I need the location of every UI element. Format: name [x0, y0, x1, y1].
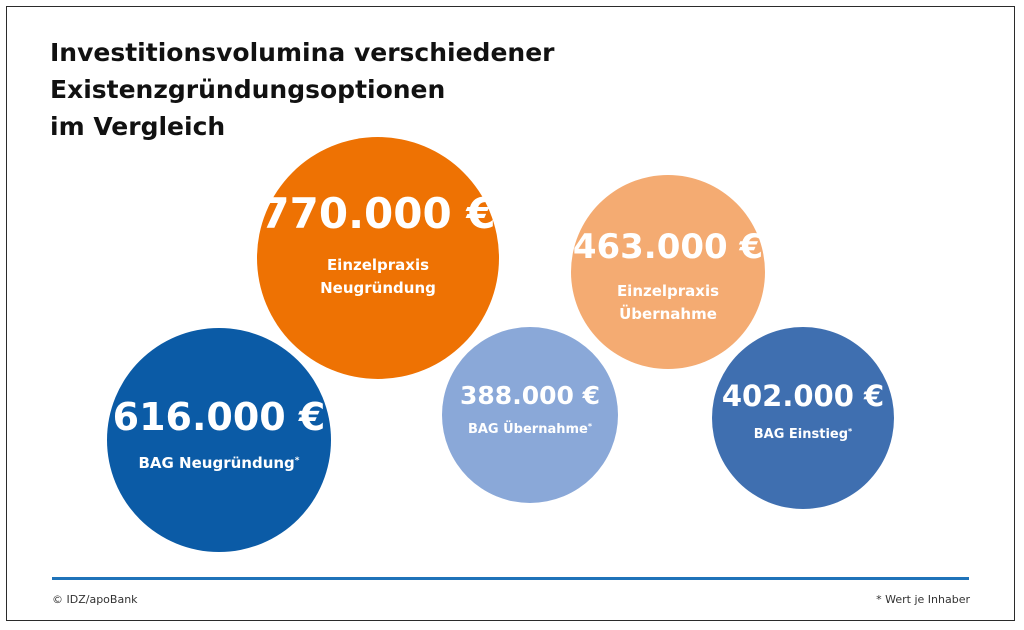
bubble-0 — [257, 137, 499, 379]
bubble-value-label: 616.000 € — [112, 395, 326, 439]
bubble-category-label: Einzelpraxis — [326, 256, 430, 274]
footnote-mark: * — [294, 456, 300, 466]
bubble-value-label: 388.000 € — [460, 381, 600, 410]
title-line-2: im Vergleich — [50, 112, 226, 141]
bubble-1 — [107, 328, 331, 552]
footer-rule — [52, 577, 969, 580]
footnote-mark: * — [848, 426, 853, 436]
footnote: * Wert je Inhaber — [876, 593, 970, 606]
bubble-circle — [442, 327, 618, 503]
footnote-mark: * — [587, 421, 593, 431]
source-note: © IDZ/apoBank — [52, 593, 138, 606]
bubble-value-label: 402.000 € — [721, 379, 885, 413]
bubble-4 — [712, 327, 894, 509]
bubble-value-label: 463.000 € — [572, 227, 764, 267]
bubble-value-label: 770.000 € — [260, 189, 496, 238]
bubble-category-label: Einzelpraxis — [616, 282, 720, 300]
title-line-1: Investitionsvolumina verschiedener Existenzgründungsoptionen — [50, 38, 555, 104]
bubble-2 — [571, 175, 765, 369]
bubble-circle — [571, 175, 765, 369]
bubble-category-label: BAG Einstieg* — [753, 426, 853, 442]
bubble-category-label: BAG Neugründung* — [138, 454, 300, 472]
bubble-circle — [712, 327, 894, 509]
bubble-3 — [442, 327, 618, 503]
bubble-category-label: Übernahme — [619, 305, 717, 323]
bubble-category-label: Neugründung — [320, 279, 436, 297]
bubble-circle — [107, 328, 331, 552]
bubble-category-label: BAG Übernahme* — [467, 421, 593, 437]
